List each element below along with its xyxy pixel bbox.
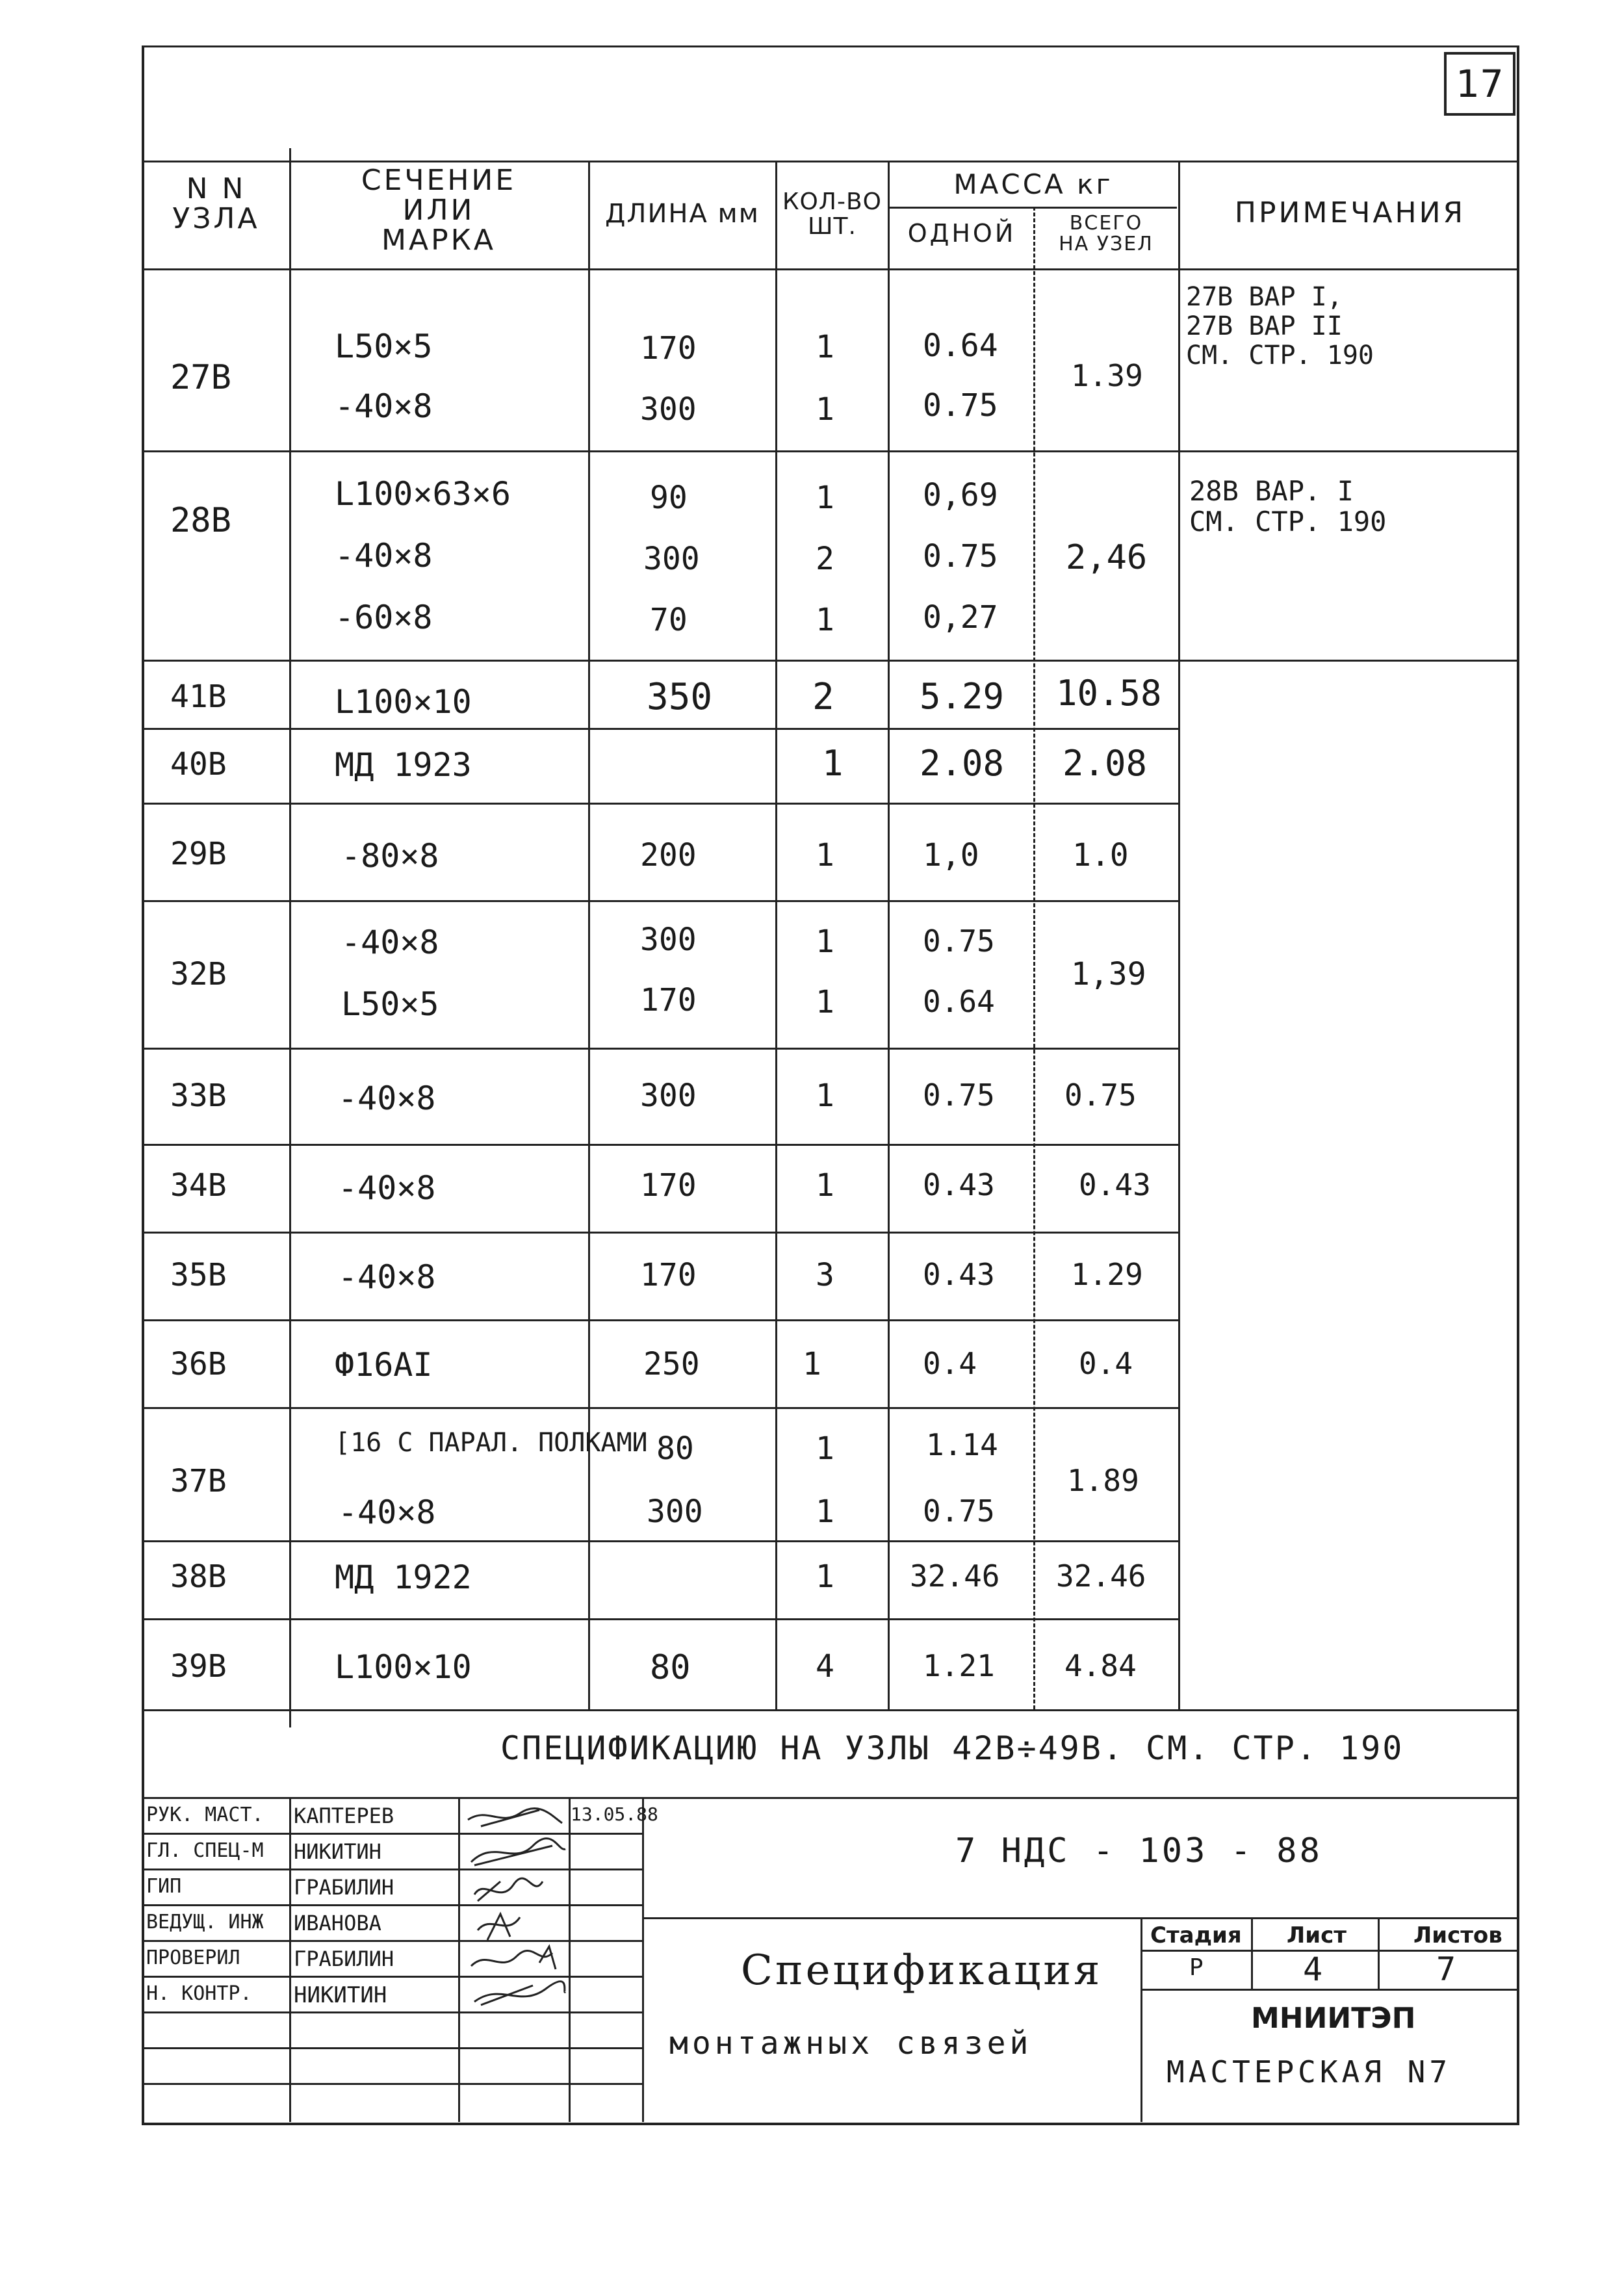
mass-cell: 0.75	[923, 1494, 995, 1529]
total-cell: 1.0	[1072, 837, 1129, 873]
qty-cell: 1	[816, 1167, 834, 1204]
qty-cell: 1	[816, 1430, 834, 1467]
document-title-line2: монтажных связей	[669, 2025, 1033, 2062]
col-divider	[888, 161, 890, 1709]
length-cell: 80	[656, 1430, 694, 1467]
mass-cell: 0.43	[923, 1167, 995, 1202]
qty-cell: 1	[816, 602, 834, 638]
total-cell: 2,46	[1066, 538, 1148, 577]
sheets-value: 7	[1436, 1950, 1456, 1988]
sheet-label: Лист	[1287, 1922, 1347, 1948]
node-cell: 37В	[170, 1463, 227, 1499]
total-cell: 1.29	[1071, 1257, 1143, 1292]
qty-cell: 1	[816, 329, 834, 365]
sheet-value: 4	[1303, 1950, 1323, 1988]
row-line	[142, 1540, 1178, 1542]
tb-line	[142, 2083, 642, 2085]
col-divider-dashed	[1033, 207, 1035, 1709]
person-name: НИКИТИН	[294, 1839, 381, 1864]
tb-divider	[1141, 1917, 1142, 2122]
total-cell: 32.46	[1056, 1558, 1146, 1594]
length-cell: 70	[650, 602, 688, 638]
total-cell: 1,39	[1071, 956, 1146, 992]
qty-cell: 1	[816, 480, 834, 516]
qty-cell: 1	[816, 1558, 834, 1595]
qty-cell: 1	[816, 837, 834, 873]
mass-cell: 0,69	[923, 477, 998, 513]
row-line	[142, 660, 1519, 662]
header-qty: КОЛ-ВО ШТ.	[782, 188, 882, 240]
section-cell: -40×8	[338, 1169, 436, 1207]
length-cell: 170	[640, 1257, 697, 1293]
col-divider	[588, 161, 590, 1709]
length-cell: 300	[647, 1494, 703, 1530]
role-label: ГИП	[146, 1875, 182, 1898]
node-cell: 41В	[170, 679, 227, 715]
role-label: ВЕДУЩ. ИНЖ	[146, 1911, 264, 1933]
role-label: РУК. МАСТ.	[146, 1804, 264, 1826]
section-cell: [16 С ПАРАЛ. ПОЛКАМИ	[335, 1428, 648, 1458]
row-line	[142, 450, 1519, 452]
header-bottom-line	[142, 268, 1519, 270]
qty-cell: 3	[816, 1257, 834, 1293]
mass-cell: 0.64	[923, 984, 995, 1019]
qty-cell: 1	[816, 924, 834, 960]
qty-cell: 1	[816, 1494, 834, 1530]
length-cell: 350	[647, 676, 713, 718]
length-cell: 170	[640, 1167, 697, 1204]
tb-divider	[569, 1797, 571, 2122]
sheets-label: Листов	[1413, 1922, 1502, 1948]
organization: МНИИТЭП	[1251, 2002, 1416, 2035]
mass-cell: 0.75	[923, 1078, 995, 1113]
length-cell: 170	[640, 330, 697, 367]
mass-subheader-line	[888, 207, 1177, 209]
sheet-number: 17	[1444, 52, 1515, 116]
section-cell: L50×5	[335, 328, 433, 365]
row-line	[142, 1407, 1178, 1409]
total-cell: 2.08	[1063, 743, 1148, 784]
section-cell: -80×8	[341, 837, 439, 875]
node-cell: 38В	[170, 1558, 227, 1595]
section-cell: -40×8	[338, 1080, 436, 1117]
col-divider	[1178, 161, 1180, 1709]
row-line	[142, 1048, 1178, 1050]
mass-cell: 1,0	[923, 837, 979, 873]
tb-line	[142, 2047, 642, 2049]
qty-cell: 1	[816, 984, 834, 1020]
role-label: Н. КОНТР.	[146, 1982, 252, 2005]
header-node: N N УЗЛА	[172, 172, 260, 236]
col-divider	[289, 148, 291, 1727]
section-cell: МД 1923	[335, 746, 472, 784]
person-name: ГРАБИЛИН	[294, 1946, 394, 1971]
note-cell: 28В ВАР. I СМ. СТР. 190	[1189, 475, 1387, 538]
header-section: СЕЧЕНИЕ ИЛИ МАРКА	[361, 164, 517, 257]
qty-cell: 4	[816, 1648, 834, 1685]
length-cell: 170	[640, 982, 697, 1018]
total-cell: 4.84	[1064, 1648, 1137, 1683]
row-line	[142, 1319, 1178, 1321]
length-cell: 300	[640, 1078, 697, 1114]
section-cell: МД 1922	[335, 1558, 472, 1596]
role-label: ПРОВЕРИЛ	[146, 1946, 240, 1969]
row-line	[142, 900, 1178, 902]
node-cell: 35В	[170, 1257, 227, 1293]
titleblock-top-line	[142, 1797, 1519, 1799]
person-name: ИВАНОВА	[294, 1911, 381, 1935]
mass-cell: 0.75	[923, 538, 998, 575]
mass-cell: 32.46	[910, 1558, 1000, 1594]
tb-line	[1141, 1950, 1519, 1952]
row-line	[142, 728, 1178, 730]
mass-cell: 2.08	[920, 743, 1005, 784]
section-cell: -40×8	[335, 537, 433, 575]
mass-cell: 1.21	[923, 1648, 995, 1683]
document-title-line1: Спецификация	[741, 1946, 1103, 1995]
total-cell: 1.89	[1067, 1463, 1139, 1498]
section-cell: L100×10	[335, 1648, 472, 1686]
qty-cell: 1	[816, 1078, 834, 1114]
node-cell: 39В	[170, 1648, 227, 1685]
section-cell: L50×5	[341, 985, 439, 1023]
section-cell: Ф16АI	[335, 1346, 433, 1384]
length-cell: 90	[650, 480, 688, 516]
note-cell: 27В ВАР I, 27В ВАР II СМ. СТР. 190	[1186, 282, 1374, 370]
table-bottom-line	[142, 1709, 1519, 1711]
qty-cell: 1	[822, 743, 844, 784]
row-line	[142, 1618, 1178, 1620]
stage-label: Стадия	[1150, 1922, 1242, 1948]
tb-divider	[1378, 1917, 1380, 1989]
row-line	[142, 803, 1178, 805]
header-notes: ПРИМЕЧАНИЯ	[1234, 196, 1466, 229]
workshop: МАСТЕРСКАЯ N7	[1166, 2054, 1452, 2089]
total-cell: 10.58	[1056, 673, 1162, 714]
document-code: 7 НДС - 103 - 88	[955, 1831, 1322, 1870]
signatures	[461, 1800, 569, 2015]
length-cell: 300	[640, 922, 697, 958]
person-name: НИКИТИН	[294, 1982, 387, 2008]
qty-cell: 2	[812, 676, 834, 718]
tb-line	[1141, 1989, 1519, 1991]
mass-cell: 1.14	[926, 1427, 998, 1462]
tb-divider	[1251, 1917, 1253, 1989]
node-cell: 33В	[170, 1078, 227, 1114]
header-mass: МАССА кг	[953, 168, 1113, 200]
mass-cell: 0.75	[923, 924, 995, 959]
col-divider	[775, 161, 777, 1709]
mass-cell: 0.43	[923, 1257, 995, 1292]
node-cell: 36В	[170, 1346, 227, 1382]
section-cell: L100×63×6	[335, 475, 511, 513]
total-cell: 0.75	[1064, 1078, 1137, 1113]
mass-cell: 5.29	[920, 676, 1005, 717]
section-cell: -40×8	[341, 924, 439, 961]
qty-cell: 2	[816, 541, 834, 577]
mass-cell: 0.4	[923, 1346, 977, 1381]
person-name: КАПТЕРЕВ	[294, 1804, 394, 1828]
node-cell: 27В	[170, 358, 231, 397]
section-cell: -40×8	[338, 1258, 436, 1296]
row-line	[142, 1232, 1178, 1234]
node-cell: 32В	[170, 956, 227, 992]
person-name: ГРАБИЛИН	[294, 1875, 394, 1900]
total-cell: 0.43	[1079, 1167, 1151, 1202]
node-cell: 40В	[170, 746, 227, 782]
tb-divider	[458, 1797, 460, 2122]
node-cell: 34В	[170, 1167, 227, 1204]
footer-note: СПЕЦИФИКАЦИЮ НА УЗЛЫ 42В÷49В. СМ. СТР. 190	[500, 1729, 1404, 1767]
section-cell: -60×8	[335, 599, 433, 636]
node-cell: 29В	[170, 836, 227, 872]
header-length: ДЛИНА мм	[605, 199, 760, 229]
role-label: ГЛ. СПЕЦ-М	[146, 1839, 264, 1862]
section-cell: -40×8	[338, 1494, 436, 1531]
total-cell: 0.4	[1079, 1346, 1133, 1381]
qty-cell: 1	[816, 391, 834, 428]
length-cell: 250	[643, 1346, 700, 1382]
length-cell: 200	[640, 837, 697, 873]
node-cell: 28В	[170, 501, 231, 540]
date: 13.05.88	[571, 1804, 658, 1825]
header-mass-total: ВСЕГО НА УЗЕЛ	[1059, 212, 1154, 255]
stage-value: Р	[1189, 1954, 1204, 1981]
tb-divider	[642, 1797, 644, 2122]
mass-cell: 0,27	[923, 599, 998, 636]
length-cell: 300	[640, 391, 697, 428]
length-cell: 80	[650, 1648, 691, 1687]
header-mass-one: ОДНОЙ	[907, 219, 1016, 248]
section-cell: L100×10	[335, 683, 472, 721]
total-cell: 1.39	[1071, 358, 1143, 393]
mass-cell: 0.64	[923, 328, 998, 364]
tb-divider	[289, 1797, 291, 2122]
length-cell: 300	[643, 541, 700, 577]
tb-line	[642, 1917, 1519, 1919]
section-cell: -40×8	[335, 387, 433, 425]
qty-cell: 1	[803, 1346, 821, 1382]
row-line	[142, 1144, 1178, 1146]
mass-cell: 0.75	[923, 387, 998, 424]
table-top-line	[142, 161, 1519, 162]
